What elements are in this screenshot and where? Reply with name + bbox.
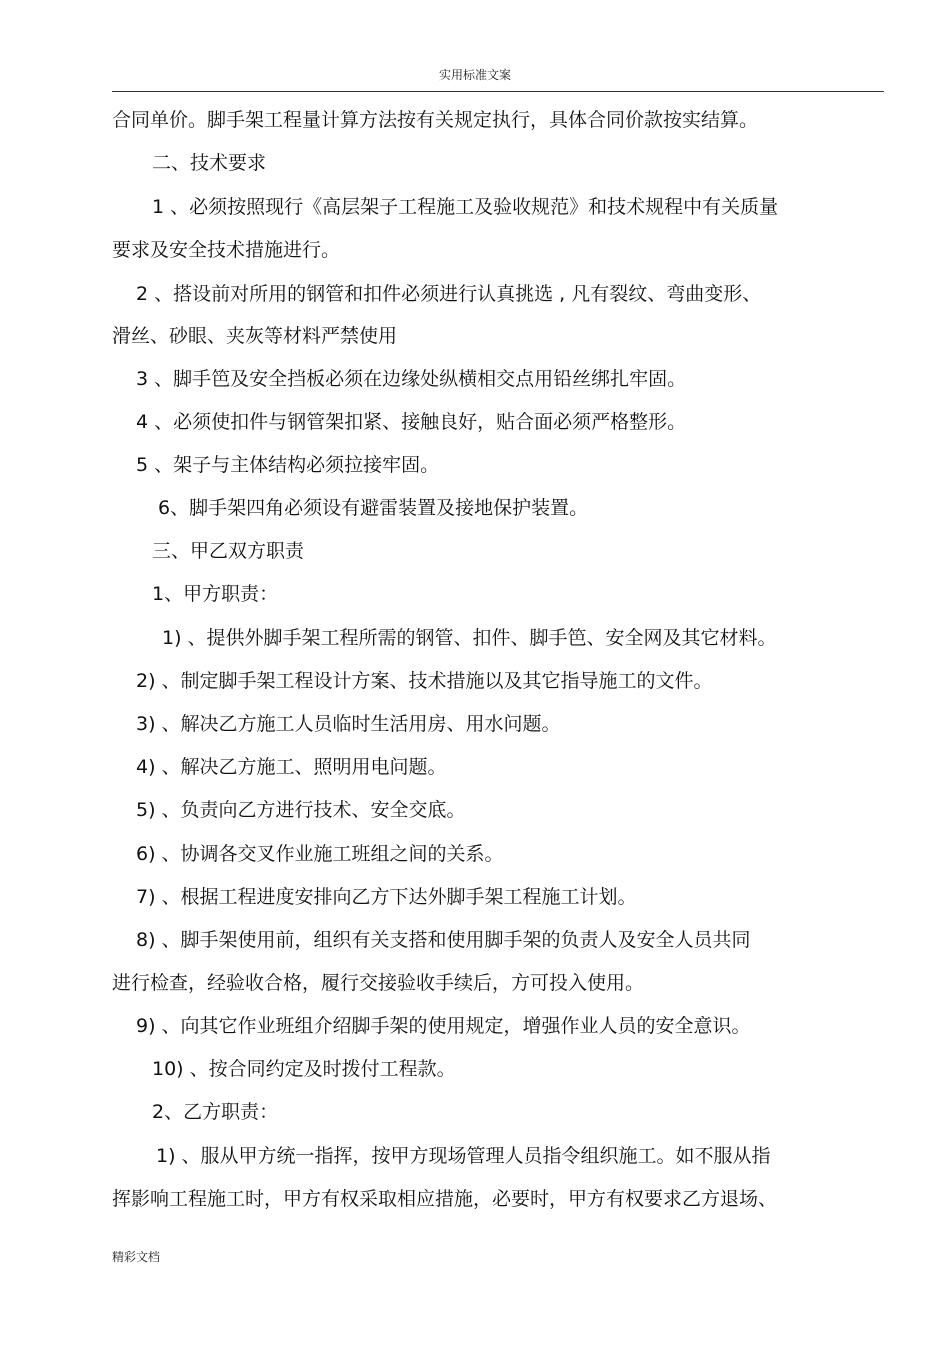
text-line-8: 4 、必须使扣件与钢管架扣紧、接触良好，贴合面必须严格整形。 [136, 411, 687, 433]
text-line-20: 8) 、脚手架使用前，组织有关支搭和使用脚手架的负责人及安全人员共同 [136, 929, 751, 951]
text-line-1: 合同单价。脚手架工程量计算方法按有关规定执行，具体合同价款按实结算。 [112, 109, 759, 131]
subheading-party-a: 1、甲方职责： [152, 583, 279, 605]
section-heading-responsibilities: 三、甲乙双方职责 [152, 540, 305, 562]
text-line-9: 5 、架子与主体结构必须拉接牢固。 [136, 454, 440, 476]
text-line-15: 3) 、解决乙方施工人员临时生活用房、用水问题。 [136, 713, 561, 735]
text-line-7: 3 、脚手笆及安全挡板必须在边缘处纵横相交点用铅丝绑扎牢固。 [136, 368, 687, 390]
text-line-5: 2 、搭设前对所用的钢管和扣件必须进行认真挑选 , 凡有裂纹、弯曲变形、 [136, 283, 762, 305]
text-line-3: 1 、必须按照现行《高层架子工程施工及验收规范》和技术规程中有关质量 [152, 196, 779, 218]
header-divider [112, 91, 884, 92]
text-line-6: 滑丝、砂眼、夹灰等材料严禁使用 [112, 325, 398, 347]
text-line-18: 6) 、协调各交叉作业施工班组之间的关系。 [136, 843, 504, 865]
page-footer-label: 精彩文档 [112, 1250, 161, 1264]
text-line-19: 7) 、根据工程进度安排向乙方下达外脚手架工程施工计划。 [136, 886, 637, 908]
text-line-25: 1) 、服从甲方统一指挥，按甲方现场管理人员指令组织施工。如不服从指 [156, 1145, 771, 1167]
text-line-13: 1) 、提供外脚手架工程所需的钢管、扣件、脚手笆、安全网及其它材料。 [162, 627, 777, 649]
text-line-26: 挥影响工程施工时，甲方有权采取相应措施，必要时，甲方有权要求乙方退场、 [112, 1188, 778, 1210]
page-header-title: 实用标准文案 [438, 68, 511, 82]
text-line-14: 2) 、制定脚手架工程设计方案、技术措施以及其它指导施工的文件。 [136, 670, 713, 692]
text-line-17: 5) 、负责向乙方进行技术、安全交底。 [136, 799, 466, 821]
text-line-23: 10) 、按合同约定及时拨付工程款。 [152, 1058, 456, 1080]
text-line-4: 要求及安全技术措施进行。 [112, 239, 341, 261]
text-line-16: 4) 、解决乙方施工、照明用电问题。 [136, 756, 447, 778]
text-line-21: 进行检查，经验收合格，履行交接验收手续后，方可投入使用。 [112, 972, 645, 994]
text-line-10: 6、脚手架四角必须设有避雷装置及接地保护装置。 [158, 497, 589, 519]
section-heading-technical-requirements: 二、技术要求 [152, 152, 267, 174]
text-line-22: 9) 、向其它作业班组介绍脚手架的使用规定，增强作业人员的安全意识。 [136, 1015, 751, 1037]
subheading-party-b: 2、乙方职责： [152, 1101, 279, 1123]
